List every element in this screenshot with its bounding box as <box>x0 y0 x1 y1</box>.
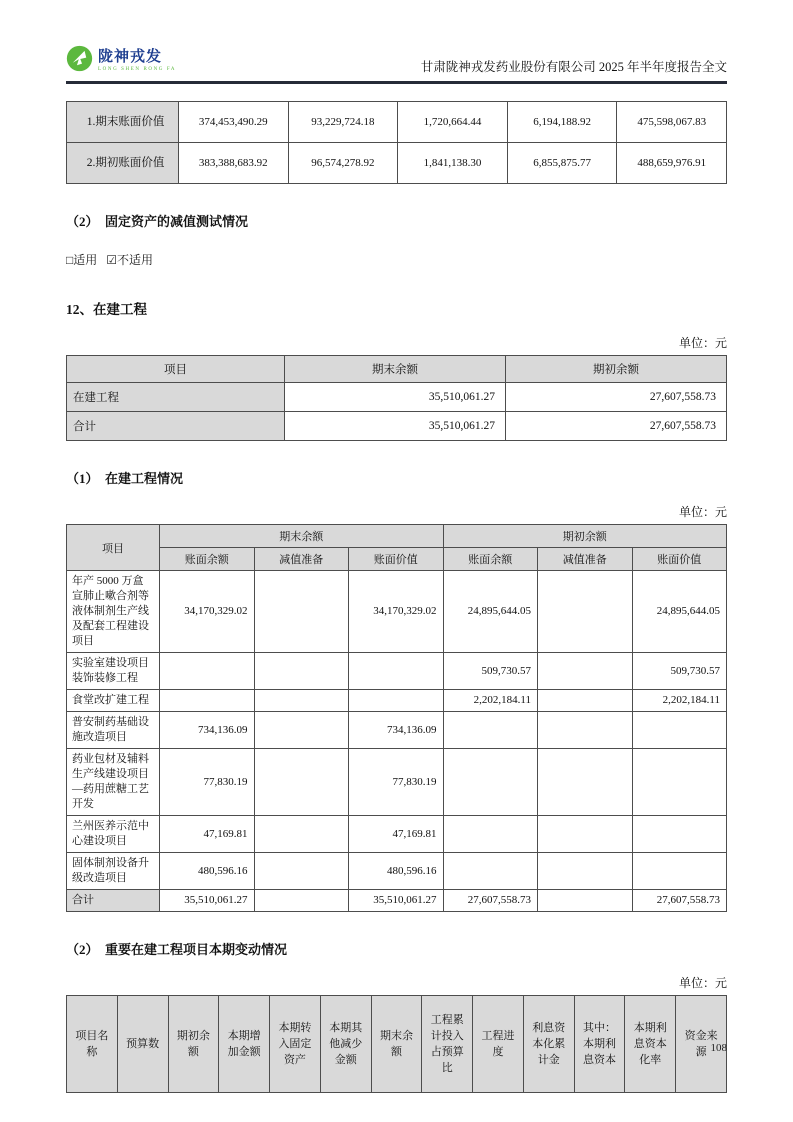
value-cell: 77,830.19 <box>160 749 255 816</box>
value-cell <box>443 853 538 890</box>
col-header-transfer-to-fixed-assets: 本期转入固定资产 <box>270 996 321 1093</box>
value-cell <box>254 853 349 890</box>
value-cell: 2,202,184.11 <box>443 690 538 712</box>
table-row <box>67 653 727 690</box>
value-cell: 34,170,329.02 <box>349 571 444 653</box>
value-cell: 1,841,138.30 <box>398 143 508 184</box>
checkbox-not-applicable: ☑不适用 <box>106 253 154 267</box>
col-header-book-value: 账面价值 <box>632 548 727 571</box>
col-group-beginning: 期初余额 <box>443 525 727 548</box>
value-cell <box>632 853 727 890</box>
value-cell <box>538 816 633 853</box>
checkbox-applicable: □适用 <box>66 253 98 267</box>
value-cell <box>443 749 538 816</box>
page-header <box>66 44 727 76</box>
project-name-cell: 食堂改扩建工程 <box>67 690 160 712</box>
value-cell: 509,730.57 <box>632 653 727 690</box>
value-cell <box>254 690 349 712</box>
value-cell <box>254 890 349 912</box>
project-name-cell: 年产 5000 万盒宣肺止嗽合剂等液体制剂生产线及配套工程建设项目 <box>67 571 160 653</box>
col-header-project-progress: 工程进度 <box>473 996 524 1093</box>
value-cell: 374,453,490.29 <box>179 102 289 143</box>
value-cell: 24,895,644.05 <box>443 571 538 653</box>
value-cell <box>349 690 444 712</box>
col-header-impairment-provision: 减值准备 <box>254 548 349 571</box>
unit-label: 单位：元 <box>678 976 727 990</box>
value-cell <box>632 816 727 853</box>
brand-name-en: LONG SHEN RONG FA <box>98 66 177 72</box>
value-cell: 475,598,067.83 <box>617 102 727 143</box>
table-row <box>67 412 727 441</box>
value-cell <box>632 749 727 816</box>
col-header-capitalization-rate: 本期利息资本化率 <box>625 996 676 1093</box>
col-header-budget: 预算数 <box>117 996 168 1093</box>
value-cell <box>160 653 255 690</box>
value-cell: 35,510,061.27 <box>160 890 255 912</box>
col-header-period-capitalized-interest: 其中：本期利息资本 <box>574 996 625 1093</box>
cip-period-changes-table <box>66 995 727 1093</box>
value-cell: 6,855,875.77 <box>507 143 617 184</box>
col-header-book-balance: 账面余额 <box>160 548 255 571</box>
col-header-funding-source: 资金来源 <box>676 996 727 1093</box>
section-heading-impairment: （2） 固定资产的减值测试情况 <box>66 214 249 229</box>
fixed-assets-carrying-value-table <box>66 101 727 184</box>
brand-name-cn: 陇神戎发 <box>98 48 163 65</box>
value-cell <box>538 571 633 653</box>
table-header-row <box>67 525 727 548</box>
unit-label: 单位：元 <box>678 505 727 519</box>
logo-icon <box>66 45 93 76</box>
table-row <box>67 102 727 143</box>
table-row <box>67 749 727 816</box>
value-cell <box>538 853 633 890</box>
value-cell: 35,510,061.27 <box>285 412 506 441</box>
value-cell: 27,607,558.73 <box>443 890 538 912</box>
project-name-cell: 固体制剂设备升级改造项目 <box>67 853 160 890</box>
value-cell: 47,169.81 <box>349 816 444 853</box>
value-cell: 27,607,558.73 <box>632 890 727 912</box>
col-header-book-value: 账面价值 <box>349 548 444 571</box>
row-label-cell: 2.期初账面价值 <box>67 143 179 184</box>
col-header-cumulative-input-ratio: 工程累计投入占预算比 <box>422 996 473 1093</box>
col-header-capitalized-interest-cumulative: 利息资本化累计金 <box>523 996 574 1093</box>
value-cell: 383,388,683.92 <box>179 143 289 184</box>
section-heading-12: 12、在建工程 <box>66 302 147 317</box>
col-header-item: 项目 <box>67 356 285 383</box>
header-rule <box>66 81 727 84</box>
company-logo <box>66 45 176 76</box>
value-cell <box>632 712 727 749</box>
col-header-beginning-balance: 期初余额 <box>506 356 727 383</box>
unit-label: 单位：元 <box>678 336 727 350</box>
col-header-impairment-provision: 减值准备 <box>538 548 633 571</box>
col-header-beginning-balance: 期初余额 <box>168 996 219 1093</box>
value-cell: 480,596.16 <box>160 853 255 890</box>
table-row <box>67 383 727 412</box>
project-name-cell: 实验室建设项目装饰装修工程 <box>67 653 160 690</box>
col-header-ending-balance: 期末余额 <box>371 996 422 1093</box>
applicability-line <box>66 251 727 268</box>
row-label-cell: 在建工程 <box>67 383 285 412</box>
value-cell <box>254 749 349 816</box>
value-cell <box>254 712 349 749</box>
value-cell: 24,895,644.05 <box>632 571 727 653</box>
col-header-item: 项目 <box>67 525 160 571</box>
table-header-row <box>67 356 727 383</box>
value-cell: 6,194,188.92 <box>507 102 617 143</box>
col-group-ending: 期末余额 <box>160 525 444 548</box>
value-cell <box>349 653 444 690</box>
value-cell <box>254 816 349 853</box>
table-row <box>67 143 727 184</box>
document-title: 甘肃陇神戎发药业股份有限公司 2025 年半年度报告全文 <box>420 60 727 74</box>
table-row <box>67 853 727 890</box>
col-header-other-decrease: 本期其他减少金额 <box>320 996 371 1093</box>
construction-in-progress-summary-table <box>66 355 727 441</box>
value-cell: 34,170,329.02 <box>160 571 255 653</box>
value-cell <box>160 690 255 712</box>
table-row <box>67 690 727 712</box>
col-header-project-name: 项目名称 <box>67 996 118 1093</box>
value-cell: 27,607,558.73 <box>506 412 727 441</box>
total-label-cell: 合计 <box>67 890 160 912</box>
table-row <box>67 816 727 853</box>
value-cell <box>538 890 633 912</box>
value-cell <box>538 749 633 816</box>
col-header-ending-balance: 期末余额 <box>285 356 506 383</box>
value-cell: 2,202,184.11 <box>632 690 727 712</box>
value-cell: 35,510,061.27 <box>285 383 506 412</box>
section-heading-cip-changes: （2） 重要在建工程项目本期变动情况 <box>66 942 288 957</box>
value-cell: 35,510,061.27 <box>349 890 444 912</box>
table-row <box>67 571 727 653</box>
row-label-cell: 1.期末账面价值 <box>67 102 179 143</box>
value-cell <box>254 653 349 690</box>
col-header-period-increase: 本期增加金额 <box>219 996 270 1093</box>
value-cell <box>443 816 538 853</box>
table-row <box>67 712 727 749</box>
value-cell: 734,136.09 <box>349 712 444 749</box>
table-subheader-row <box>67 548 727 571</box>
value-cell <box>538 712 633 749</box>
value-cell: 96,574,278.92 <box>288 143 398 184</box>
project-name-cell: 兰州医养示范中心建设项目 <box>67 816 160 853</box>
value-cell <box>538 653 633 690</box>
row-label-cell: 合计 <box>67 412 285 441</box>
value-cell: 488,659,976.91 <box>617 143 727 184</box>
table-total-row <box>67 890 727 912</box>
value-cell: 480,596.16 <box>349 853 444 890</box>
value-cell <box>538 690 633 712</box>
value-cell: 77,830.19 <box>349 749 444 816</box>
page-number: 108 <box>710 1042 727 1054</box>
value-cell: 1,720,664.44 <box>398 102 508 143</box>
value-cell: 509,730.57 <box>443 653 538 690</box>
value-cell <box>443 712 538 749</box>
project-name-cell: 药业包材及辅料生产线建设项目—药用蔗糖工艺开发 <box>67 749 160 816</box>
col-header-book-balance: 账面余额 <box>443 548 538 571</box>
construction-in-progress-detail-table <box>66 524 727 912</box>
value-cell <box>254 571 349 653</box>
table-header-row <box>67 996 727 1093</box>
value-cell: 734,136.09 <box>160 712 255 749</box>
value-cell: 93,229,724.18 <box>288 102 398 143</box>
value-cell: 47,169.81 <box>160 816 255 853</box>
project-name-cell: 普安制药基础设施改造项目 <box>67 712 160 749</box>
section-heading-cip-detail: （1） 在建工程情况 <box>66 471 184 486</box>
value-cell: 27,607,558.73 <box>506 383 727 412</box>
